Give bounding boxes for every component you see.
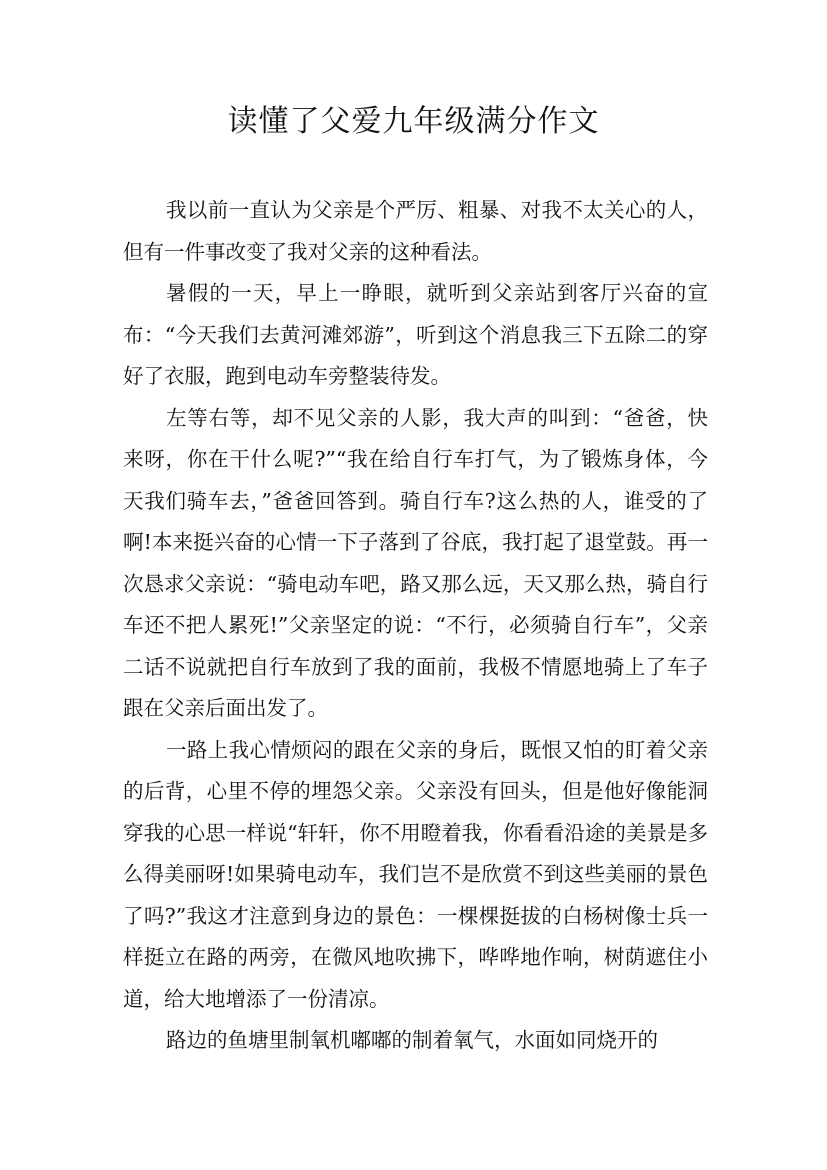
paragraph: 一路上我心情烦闷的跟在父亲的身后，既恨又怕的盯着父亲的后背，心里不停的埋怨父亲。父亲没有回头，但是他好像能洞穿我的心思一样说“轩轩，你不用瞪着我，你看看沿途的美景是多么得美丽呀!如果骑电动车，我们岂不是欣赏不到这些美丽的景色了吗?”我这才注意到身边的景色：一棵棵挺拔的白杨树像士兵一样挺立在路的两旁，在微风地吹拂下，哗哗地作响，树荫遮住小道，给大地增添了一份清凉。 bbox=[123, 737, 708, 1011]
paragraph: 左等右等，却不见父亲的人影，我大声的叫到：“爸爸，快来呀，你在干什么呢?”“我在给自行车打气，为了锻炼身体，今天我们骑车去，”爸爸回答到。骑自行车?这么热的人，谁受的了啊!本来挺兴奋的心情一下子落到了谷底，我打起了退堂鼓。再一次恳求父亲说：“骑电动车吧，路又那么远，天又那么热，骑自行车还不把人累死!”父亲坚定的说：“不行，必须骑自行车”，父亲二话不说就把自行车放到了我的面前，我极不情愿地骑上了车子跟在父亲后面出发了。 bbox=[123, 405, 708, 720]
document-title: 读懂了父爱九年级满分作文 bbox=[227, 104, 600, 139]
paragraph: 路边的鱼塘里制氧机嘟嘟的制着氧气，水面如同烧开的 bbox=[166, 1028, 659, 1052]
document-body bbox=[123, 190, 708, 1062]
paragraph: 暑假的一天，早上一睁眼，就听到父亲站到客厅兴奋的宣布：“今天我们去黄河滩郊游”，听到这个消息我三下五除二的穿好了衣服，跑到电动车旁整装待发。 bbox=[123, 281, 708, 388]
paragraph: 我以前一直认为父亲是个严厉、粗暴、对我不太关心的人，但有一件事改变了我对父亲的这种看法。 bbox=[123, 198, 708, 264]
